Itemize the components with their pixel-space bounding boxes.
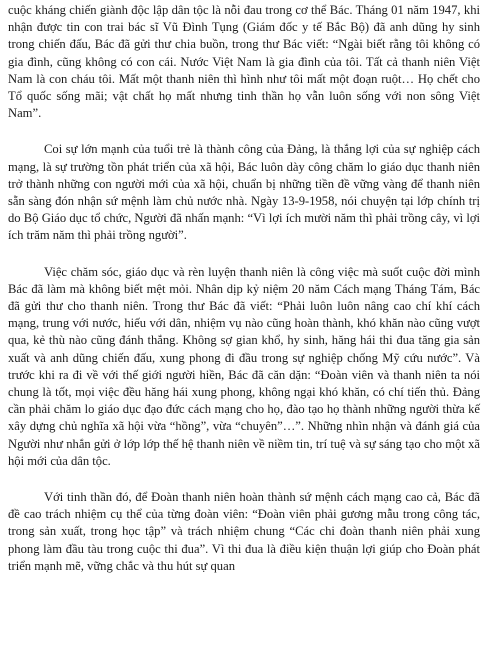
paragraph-4: Với tinh thần đó, để Đoàn thanh niên hoàn thành sứ mệnh cách mạng cao cả, Bác đã đề cao trách nhiệm cụ thể của từng đoàn viên: “Đoàn viên phải gương mẫu trong công tác, trong sản xuất, trong học tập” và trách nhiệm chung “Các chi đoàn thanh niên phải xung phong làm đầu tàu trong cuộc thi đua”. Vì thi đua là điều kiện thuận lợi giúp cho Đoàn phát triển mạnh mẽ, vững chắc và thu hút sự quan: [8, 490, 480, 573]
paragraph-2: Coi sự lớn mạnh của tuổi trẻ là thành công của Đảng, là thắng lợi của sự nghiệp cách mạng, là sự trường tồn phát triển của xã hội, Bác luôn dày công chăm lo giáo dục thanh niên trở thành những con người mới của xã hội, chuẩn bị những tiền đề vững vàng để thanh niên sẵn sàng đón nhận sứ mệnh làm chủ nước nhà. Ngày 13-9-1958, nói chuyện tại lớp chính trị do Bộ Giáo dục tổ chức, Người đã nhấn mạnh: “Vì lợi ích mười năm thì phải trồng cây, vì lợi ích trăm năm thì phải trồng người”.: [8, 142, 480, 243]
paragraph-1: cuộc kháng chiến giành độc lập dân tộc là nỗi đau trong cơ thể Bác. Tháng 01 năm 1947, khi nhận được tin con trai bác sĩ Vũ Đình Tụng (Giám đốc y tế Bắc Bộ) đã anh dũng hy sinh trong chiến đấu, Bác đã gửi thư chia buồn, trong thư Bác viết: “Ngài biết rằng tôi không có gia đình, cũng không có con cái. Nước Việt Nam là gia đình của tôi. Tất cả thanh niên Việt Nam là con cháu tôi. Mất một thanh niên thì hình như tôi mất một đoạn ruột… Họ chết cho Tổ quốc sống mãi; vật chất họ mất nhưng tinh thần họ vẫn luôn sống với non sông Việt Nam”.: [8, 3, 480, 121]
paragraph-3: Việc chăm sóc, giáo dục và rèn luyện thanh niên là công việc mà suốt cuộc đời mình Bác đã làm mà không biết mệt mỏi. Nhân dịp kỷ niệm 20 năm Cách mạng Tháng Tám, Bác đã gửi thư cho thanh niên. Trong thư Bác đã viết: “Phải luôn luôn nâng cao chí khí cách mạng, trung với nước, hiếu với dân, nhiệm vụ nào cũng hoàn thành, khó khăn nào cũng vượt qua, kẻ thù nào cũng đánh thắng. Không sợ gian khổ, hy sinh, hăng hái thi đua tăng gia sản xuất và anh dũng chiến đấu, xung phong đi đầu trong sự nghiệp chống Mỹ cứu nước”. Và trước khi ra đi về với thế giới người hiền, Bác đã căn dặn: “Đoàn viên và thanh niên ta nói chung là tốt, mọi việc đều hăng hái xung phong, không ngại khó khăn, có chí tiến thủ. Đảng cần phải chăm lo giáo dục đạo đức cách mạng cho họ, đào tạo họ thành những người thừa kế xây dựng chủ nghĩa xã hội vừa “hồng”, vừa “chuyên”…”. Những nhìn nhận và đánh giá của Người như nhắn gửi ở lớp lớp thế hệ thanh niên về niềm tin, trí tuệ và sự sáng tạo cho một xã hội mới của dân tộc.: [8, 264, 480, 468]
